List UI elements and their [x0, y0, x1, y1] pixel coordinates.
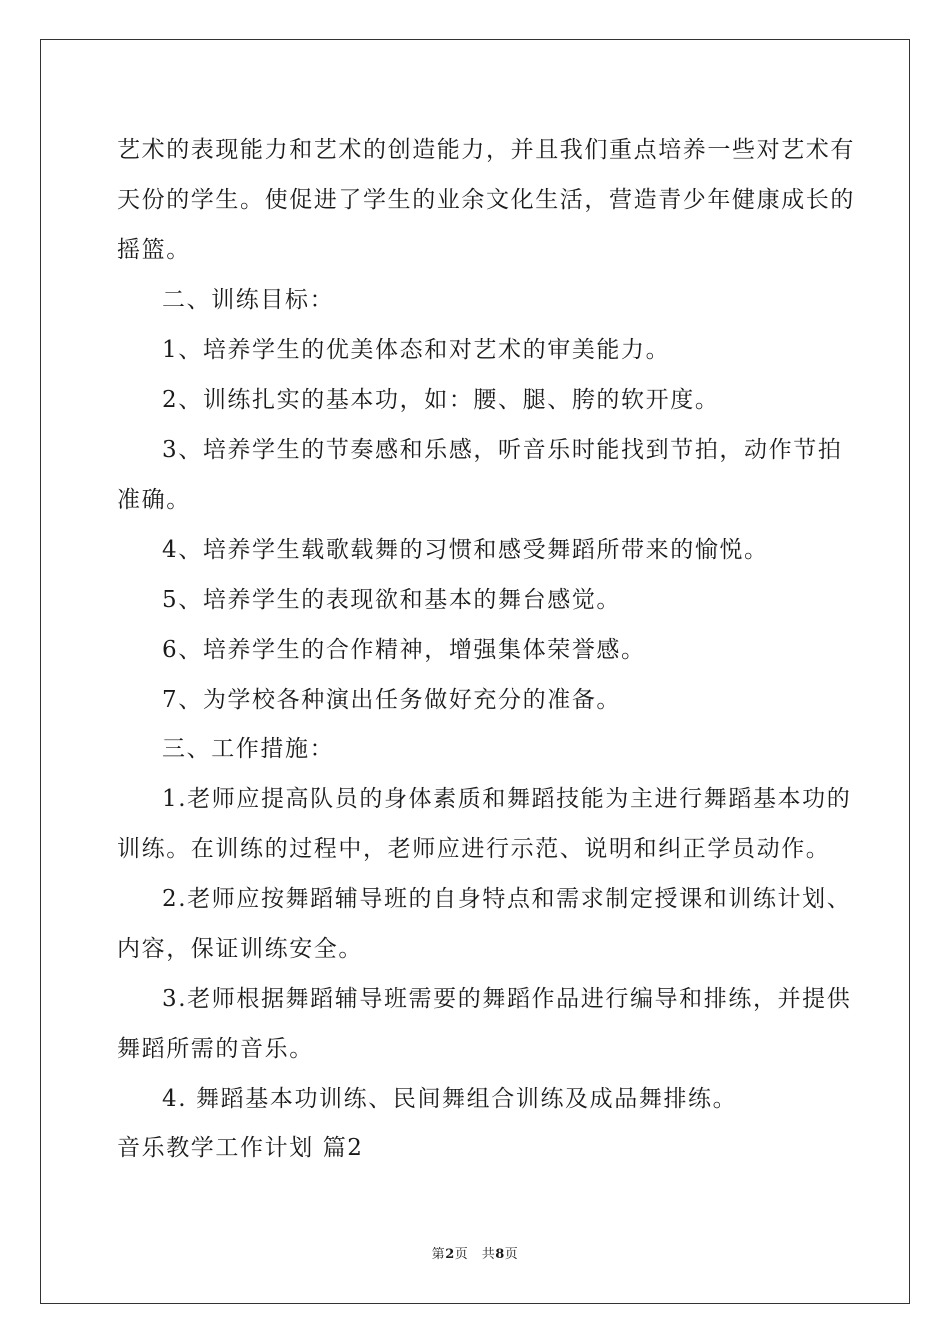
page-mid: 页 共: [454, 1247, 496, 1262]
body-line: 准确。: [117, 487, 191, 513]
list-item: 1、培养学生的优美体态和对艺术的审美能力。: [162, 337, 671, 363]
page-total: 8: [495, 1247, 505, 1262]
page-suffix: 页: [504, 1247, 519, 1262]
list-item: 6、培养学生的合作精神，增强集体荣誉感。: [162, 637, 646, 663]
body-line: 内容，保证训练安全。: [117, 936, 363, 962]
list-item: 3.老师根据舞蹈辅导班需要的舞蹈作品进行编导和排练，并提供: [162, 986, 852, 1012]
list-item: 4、培养学生载歌载舞的习惯和感受舞蹈所带来的愉悦。: [162, 537, 769, 563]
body-line: 训练。在训练的过程中，老师应进行示范、说明和纠正学员动作。: [117, 836, 831, 862]
list-item: 5、培养学生的表现欲和基本的舞台感觉。: [162, 587, 622, 613]
page-border: [40, 39, 910, 1304]
list-item: 7、为学校各种演出任务做好充分的准备。: [162, 687, 622, 713]
page-prefix: 第: [431, 1247, 446, 1262]
list-item: 2、训练扎实的基本功，如：腰、腿、胯的软开度。: [162, 387, 720, 413]
page-current: 2: [445, 1247, 455, 1262]
body-line: 舞蹈所需的音乐。: [117, 1036, 314, 1062]
list-item: 4. 舞蹈基本功训练、民间舞组合训练及成品舞排练。: [162, 1086, 738, 1112]
page-footer: [0, 1247, 950, 1263]
list-item: 3、培养学生的节奏感和乐感，听音乐时能找到节拍，动作节拍: [162, 437, 843, 463]
section-heading: 三、工作措施：: [162, 736, 335, 762]
article-title: 音乐教学工作计划 篇2: [117, 1135, 364, 1161]
list-item: 1.老师应提高队员的身体素质和舞蹈技能为主进行舞蹈基本功的: [162, 786, 852, 812]
body-line: 艺术的表现能力和艺术的创造能力，并且我们重点培养一些对艺术有: [117, 137, 855, 163]
body-line: 摇篮。: [117, 237, 191, 263]
section-heading: 二、训练目标：: [162, 287, 335, 313]
list-item: 2.老师应按舞蹈辅导班的自身特点和需求制定授课和训练计划、: [162, 886, 852, 912]
body-line: 天份的学生。使促进了学生的业余文化生活，营造青少年健康成长的: [117, 187, 855, 213]
